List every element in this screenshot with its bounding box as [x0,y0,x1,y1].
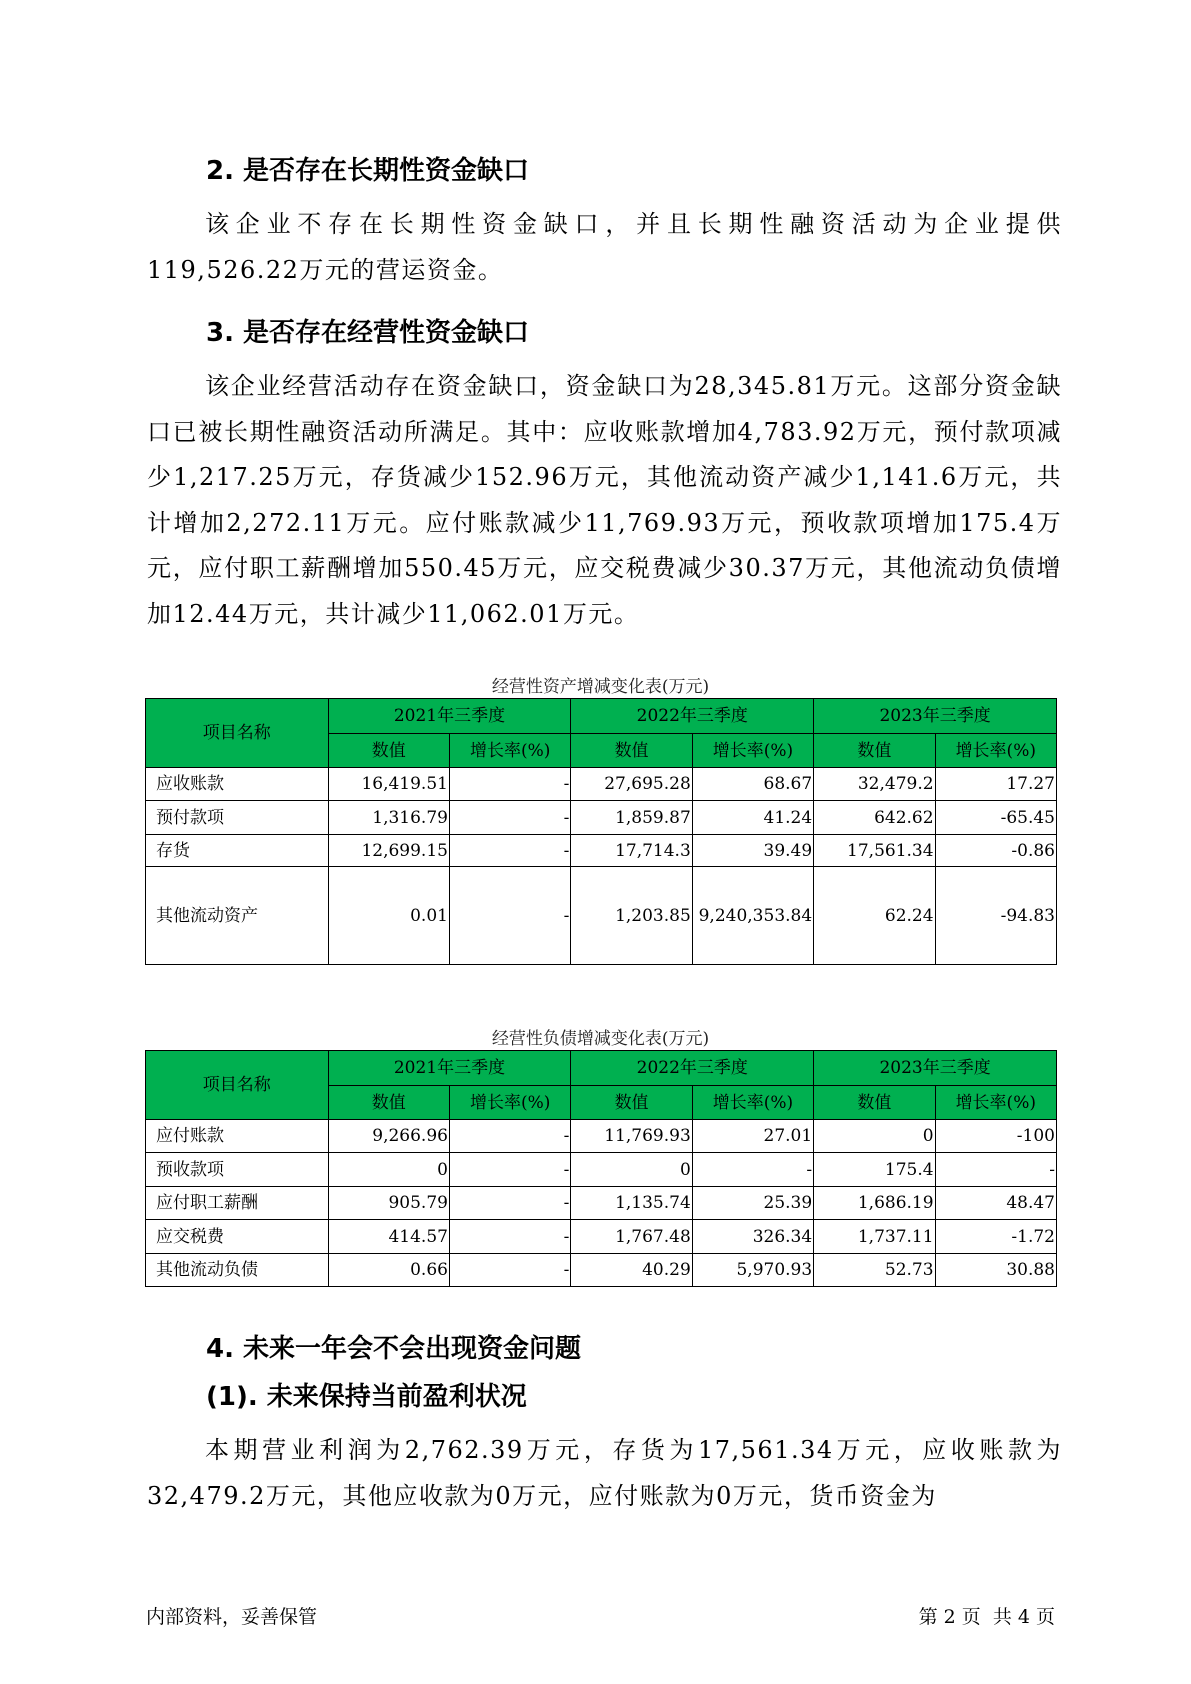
header-rate: 增长率(%) [692,734,813,768]
cell-value: 905.79 [328,1187,449,1220]
header-rate: 增长率(%) [449,1086,570,1120]
footer-confidential: 内部资料，妥善保管 [146,1606,318,1628]
cell-value: -0.86 [935,835,1056,867]
header-value: 数值 [814,734,935,768]
cell-value: 25.39 [692,1187,813,1220]
paragraph-2: 该企业不存在长期性资金缺口，并且长期性融资活动为企业提供119,526.22万元的营运资金。 [147,210,1062,284]
cell-value: 9,266.96 [328,1120,449,1153]
paragraph-4: 本期营业利润为2,762.39万元，存货为17,561.34万元，应收账款为32,479.2万元，其他应收款为0万元，应付账款为0万元，货币资金为 [147,1436,1062,1510]
table-row [146,1254,1057,1287]
cell-value: 41.24 [692,801,813,835]
cell-value: 0 [571,1153,692,1187]
cell-value: 27,695.28 [571,768,692,801]
paragraph-3: 该企业经营活动存在资金缺口，资金缺口为28,345.81万元。这部分资金缺口已被长期性融资活动所满足。其中：应收账款增加4,783.92万元，预付款项减少1,217.25万元，存货减少152.96万元，其他流动资产减少1,141.6万元，共计增加2,272.11万元。应付账款减少11,769.93万元，预收款项增加175.4万元，应付职工薪酬增加550.45万元，应交税费减少30.37万元，其他流动负债增加12.44万元，共计减少11,062.01万元。 [147,372,1062,628]
cell-value: 642.62 [814,801,935,835]
row-label: 预付款项 [146,801,329,835]
cell-value: 11,769.93 [571,1120,692,1153]
cell-value: -100 [935,1120,1056,1153]
header-value: 数值 [328,1086,449,1120]
cell-value: - [449,1153,570,1187]
header-value: 数值 [571,734,692,768]
table-row [146,1220,1057,1254]
cell-value: 1,859.87 [571,801,692,835]
row-label: 应付账款 [146,1120,329,1153]
section-heading-3: 3. 是否存在经营性资金缺口 [206,318,530,348]
cell-value: -1.72 [935,1220,1056,1254]
cell-value: - [449,1120,570,1153]
cell-value: - [692,1153,813,1187]
cell-value: - [449,867,570,965]
header-year: 2023年三季度 [814,1051,1057,1086]
row-label: 应交税费 [146,1220,329,1254]
cell-value: - [449,835,570,867]
cell-value: 0 [328,1153,449,1187]
header-value: 数值 [814,1086,935,1120]
cell-value: - [935,1153,1056,1187]
table2-caption: 经营性负债增减变化表(万元) [491,1029,710,1049]
cell-value: 39.49 [692,835,813,867]
footer-page-number: 第 2 页 共 4 页 [918,1606,1055,1628]
table-row [146,835,1057,867]
cell-value: 32,479.2 [814,768,935,801]
cell-value: - [449,1220,570,1254]
cell-value: 1,316.79 [328,801,449,835]
cell-value: 17.27 [935,768,1056,801]
header-rate: 增长率(%) [449,734,570,768]
cell-value: 0.66 [328,1254,449,1287]
cell-value: 1,767.48 [571,1220,692,1254]
header-name: 项目名称 [146,1051,329,1120]
cell-value: 12,699.15 [328,835,449,867]
liabilities-table [145,1050,1057,1287]
header-year: 2021年三季度 [328,1051,571,1086]
cell-value: 1,135.74 [571,1187,692,1220]
row-label: 应付职工薪酬 [146,1187,329,1220]
cell-value: 0 [814,1120,935,1153]
cell-value: 62.24 [814,867,935,965]
cell-value: 52.73 [814,1254,935,1287]
cell-value: 175.4 [814,1153,935,1187]
cell-value: 0.01 [328,867,449,965]
cell-value: 1,737.11 [814,1220,935,1254]
cell-value: 9,240,353.84 [692,867,813,965]
cell-value: -94.83 [935,867,1056,965]
cell-value: 48.47 [935,1187,1056,1220]
cell-value: 5,970.93 [692,1254,813,1287]
row-label: 其他流动负债 [146,1254,329,1287]
cell-value: 30.88 [935,1254,1056,1287]
cell-value: 414.57 [328,1220,449,1254]
subsection-heading: (1). 未来保持当前盈利状况 [206,1382,527,1412]
table-row [146,801,1057,835]
row-label: 预收款项 [146,1153,329,1187]
table1-caption: 经营性资产增减变化表(万元) [491,677,710,697]
section-heading-4: 4. 未来一年会不会出现资金问题 [206,1334,582,1364]
table-row [146,1153,1057,1187]
cell-value: 1,686.19 [814,1187,935,1220]
cell-value: - [449,768,570,801]
cell-value: 27.01 [692,1120,813,1153]
cell-value: 16,419.51 [328,768,449,801]
header-rate: 增长率(%) [935,734,1056,768]
cell-value: - [449,801,570,835]
header-year: 2022年三季度 [571,1051,814,1086]
header-year: 2023年三季度 [814,699,1057,734]
header-year: 2021年三季度 [328,699,571,734]
cell-value: 40.29 [571,1254,692,1287]
header-year: 2022年三季度 [571,699,814,734]
assets-table [145,698,1057,965]
header-value: 数值 [571,1086,692,1120]
cell-value: 1,203.85 [571,867,692,965]
table-row [146,1120,1057,1153]
table-row [146,1187,1057,1220]
header-rate: 增长率(%) [935,1086,1056,1120]
table-row [146,768,1057,801]
cell-value: 326.34 [692,1220,813,1254]
cell-value: - [449,1254,570,1287]
cell-value: 17,561.34 [814,835,935,867]
row-label: 其他流动资产 [146,867,329,965]
cell-value: - [449,1187,570,1220]
header-value: 数值 [328,734,449,768]
cell-value: 68.67 [692,768,813,801]
row-label: 存货 [146,835,329,867]
table-row [146,867,1057,965]
row-label: 应收账款 [146,768,329,801]
cell-value: 17,714.3 [571,835,692,867]
section-heading-2: 2. 是否存在长期性资金缺口 [206,156,530,186]
header-name: 项目名称 [146,699,329,768]
header-rate: 增长率(%) [692,1086,813,1120]
cell-value: -65.45 [935,801,1056,835]
